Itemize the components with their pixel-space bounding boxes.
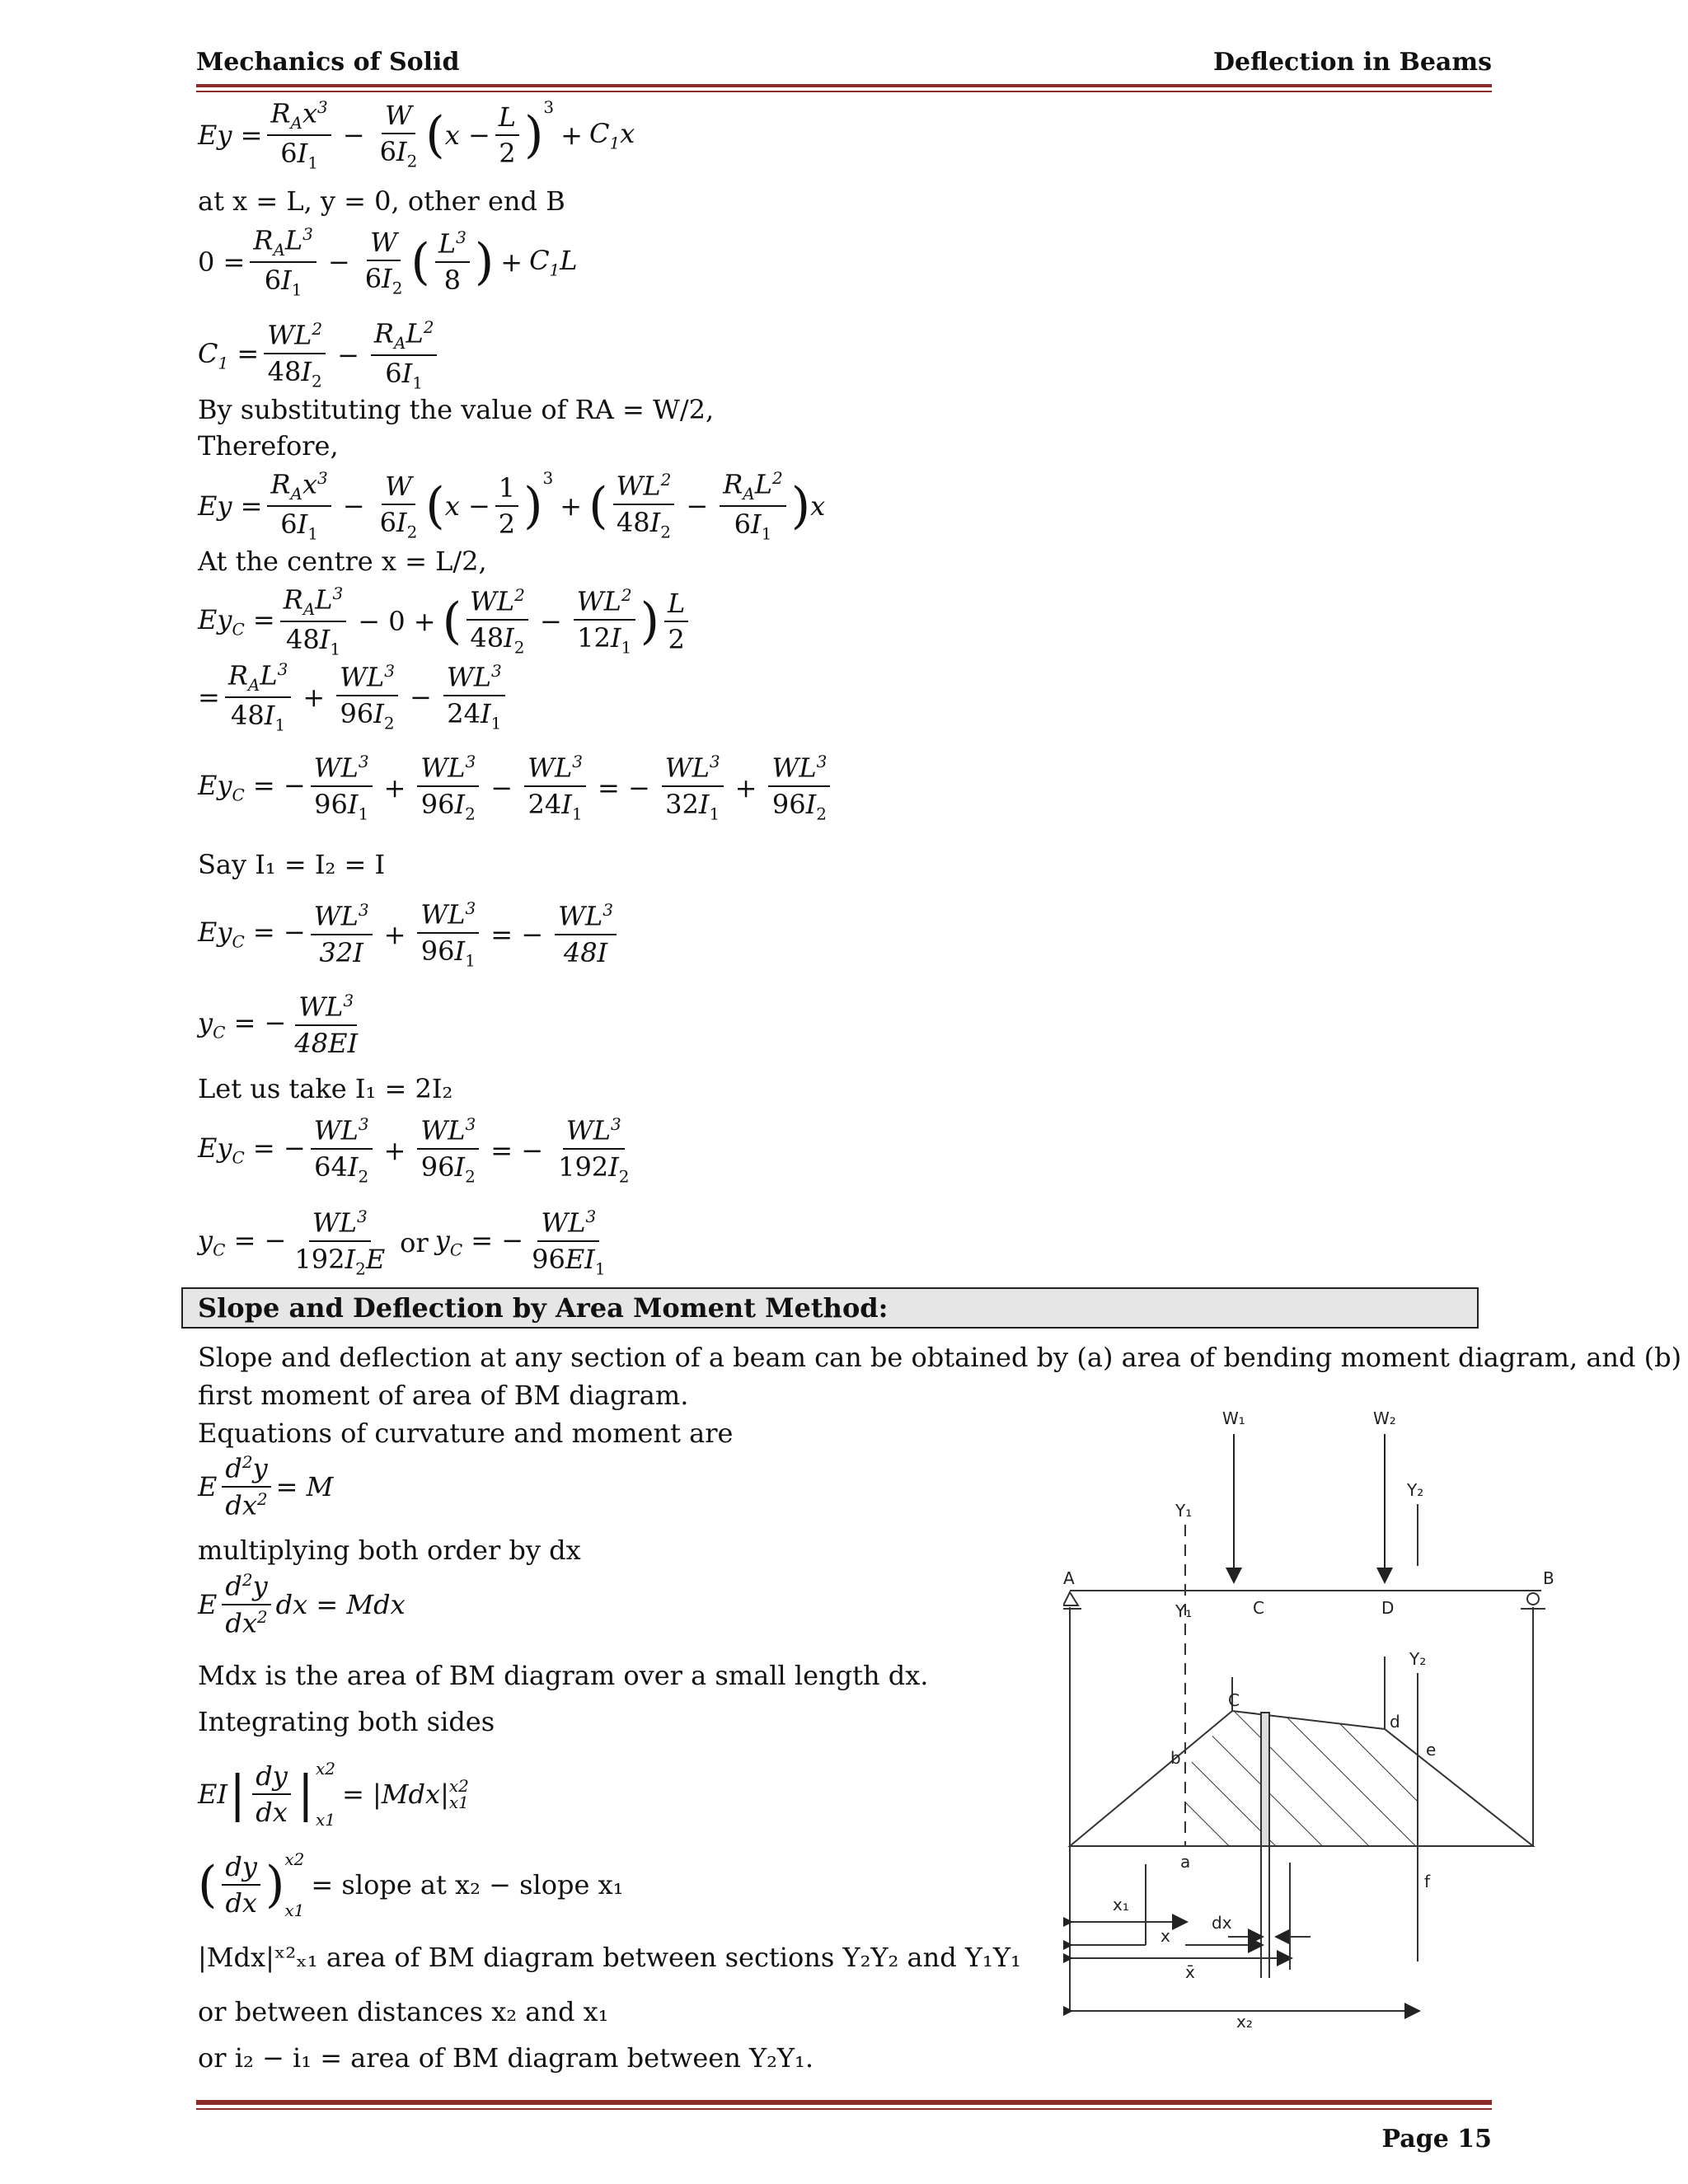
text-between-dist: or between distances x₂ and x₁ bbox=[198, 1996, 609, 2027]
support-a-icon bbox=[1063, 1592, 1078, 1605]
label-w2: W₂ bbox=[1373, 1408, 1396, 1428]
footer-rule bbox=[196, 2100, 1492, 2105]
footer-rule-thin bbox=[196, 2108, 1492, 2110]
label-y2-bot: Y₂ bbox=[1409, 1649, 1427, 1669]
strip-dx bbox=[1261, 1713, 1269, 1846]
equation-eyc-5: $Ey_C$ = − $\frac{WL^3}{64I_2}$ + $\frac{WL^3}{96I_2}$ = − $\frac{WL^3}{192I_2}$ bbox=[198, 1114, 630, 1187]
label-a: A bbox=[1063, 1568, 1075, 1588]
label-x: x bbox=[1160, 1926, 1170, 1946]
label-x2: x₂ bbox=[1236, 2012, 1253, 2027]
equation-yc-1: $y_C$ = − $\frac{WL^3}{48EI}$ bbox=[198, 991, 359, 1059]
area-moment-diagram bbox=[1063, 1401, 1566, 2027]
equation-eyc-4: $Ey_C$ = − $\frac{WL^3}{32I}$ + $\frac{WL^3}{96I_1}$ = − $\frac{WL^3}{48I}$ bbox=[198, 898, 621, 970]
equation-eyc-2: = $\frac{R_AL^3}{48I_1}$ + $\frac{WL^3}{96I_2}$ − $\frac{WL^3}{24I_1}$ bbox=[198, 659, 510, 734]
text-at-x-L: at x = L, y = 0, other end B bbox=[198, 185, 565, 217]
equation-c1: $C_1$ = $\frac{WL^2}{48I_2}$ − $\frac{R_AL^2}{6I_1}$ bbox=[198, 317, 442, 392]
text-substituting: By substituting the value of RA = W/2, bbox=[198, 394, 715, 425]
text-at-centre: At the centre x = L/2, bbox=[198, 546, 487, 577]
equation-eyc-1: $Ey_C$ = $\frac{R_AL^3}{48I_1}$ − 0 + ( $\frac{WL^2}{48I_2}$ − $\frac{WL^2}{12I_1}$ ) $\frac{L}{2}$ bbox=[198, 583, 693, 658]
equation-yc-2: $y_C$ = − $\frac{WL^3}{192I_2E}$ or $y_C$ = − $\frac{WL^3}{96EI_1}$ bbox=[198, 1207, 606, 1279]
label-a-bm: a bbox=[1180, 1852, 1191, 1872]
text-para1b: first moment of area of BM diagram. bbox=[198, 1380, 689, 1411]
bm-hatched-area bbox=[1185, 1711, 1418, 1846]
label-f: f bbox=[1424, 1872, 1431, 1891]
label-b-bm: b bbox=[1170, 1748, 1181, 1768]
equation-integrated: EI | $\frac{dy}{dx}$ | x2 x1 = |Mdx| x2 x1 bbox=[198, 1759, 469, 1830]
text-area-between: |Mdx|ˣ²ₓ₁ area of BM diagram between sections Y₂Y₂ and Y₁Y₁ bbox=[198, 1942, 1021, 1973]
label-w1: W₁ bbox=[1222, 1408, 1245, 1428]
equation-zero: 0 = $\frac{R_AL^3}{6I_1}$ − $\frac{W}{6I_2}$ ( $\frac{L^3}{8}$ ) + $C_1L$ bbox=[198, 224, 578, 300]
page-number: Page 15 bbox=[1381, 2125, 1492, 2154]
equation-slope-diff: ( $\frac{dy}{dx}$ ) x2 x1 = slope at x₂ − slope x₁ bbox=[198, 1849, 624, 1920]
equation-ey-full: Ey = $\frac{R_Ax^3}{6I_1}$ − $\frac{W}{6I_2}$ ( x − $\frac{1}{2}$ ) $^3$ + ( $\frac{WL^2}{48I_2}$ − $\frac{R_AL^2}{6I_1}$ ) x bbox=[198, 468, 826, 544]
section-heading: Slope and Deflection by Area Moment Method: bbox=[198, 1292, 889, 1324]
text-say-i: Say I₁ = I₂ = I bbox=[198, 849, 386, 880]
label-e: e bbox=[1426, 1740, 1437, 1760]
text-let-us: Let us take I₁ = 2I₂ bbox=[198, 1073, 453, 1104]
text-or: or bbox=[400, 1226, 429, 1258]
label-y1-bot: Y₁ bbox=[1175, 1601, 1193, 1621]
equation-curvature: E $\frac{d^2y}{dx^2}$ = M bbox=[198, 1452, 334, 1521]
equation-mdx: E $\frac{d^2y}{dx^2}$ dx = Mdx bbox=[198, 1570, 406, 1639]
text-therefore: Therefore, bbox=[198, 430, 339, 462]
text-slope-diff: = slope at x₂ − slope x₁ bbox=[311, 1869, 624, 1900]
text-integrating: Integrating both sides bbox=[198, 1706, 495, 1737]
label-d-beam: D bbox=[1381, 1598, 1395, 1618]
label-c-beam: C bbox=[1253, 1598, 1264, 1618]
text-para1a: Slope and deflection at any section of a beam can be obtained by (a) area of bending moment diagram, and (b) bbox=[198, 1342, 1682, 1373]
header-chapter: Deflection in Beams bbox=[1213, 48, 1492, 77]
text-mdx-area: Mdx is the area of BM diagram over a small length dx. bbox=[198, 1660, 929, 1691]
header-subject: Mechanics of Solid bbox=[196, 48, 460, 77]
label-b: B bbox=[1543, 1568, 1554, 1588]
label-c-bm: C bbox=[1228, 1690, 1240, 1710]
label-y2-top: Y₂ bbox=[1407, 1480, 1424, 1500]
header-rule-thin bbox=[196, 91, 1492, 92]
label-x1: x₁ bbox=[1113, 1895, 1129, 1915]
page-header bbox=[196, 48, 1492, 81]
label-d-bm: d bbox=[1390, 1712, 1400, 1732]
text-equations-curv: Equations of curvature and moment are bbox=[198, 1418, 734, 1449]
equation-eyc-3: $Ey_C$ = − $\frac{WL^3}{96I_1}$ + $\frac{WL^3}{96I_2}$ − $\frac{WL^3}{24I_1}$ = − $\frac{WL^3}{32I_1}$ + $\frac{WL^3}{96I_2}$ bbox=[198, 752, 835, 823]
label-dx: dx bbox=[1212, 1913, 1232, 1933]
text-i2-i1: or i₂ − i₁ = area of BM diagram between Y₂Y₁. bbox=[198, 2042, 814, 2074]
header-rule bbox=[196, 84, 1492, 87]
support-b-icon bbox=[1527, 1593, 1539, 1605]
equation-ey-general: Ey = $\frac{R_Ax^3}{6I_1}$ − $\frac{W}{6I_2}$ ( x − $\frac{L}{2}$ ) $^3$ + $C_1x$ bbox=[198, 97, 635, 173]
label-y1-top: Y₁ bbox=[1175, 1501, 1193, 1521]
label-xbar: x̄ bbox=[1185, 1962, 1195, 1982]
text-multiplying: multiplying both order by dx bbox=[198, 1535, 581, 1566]
